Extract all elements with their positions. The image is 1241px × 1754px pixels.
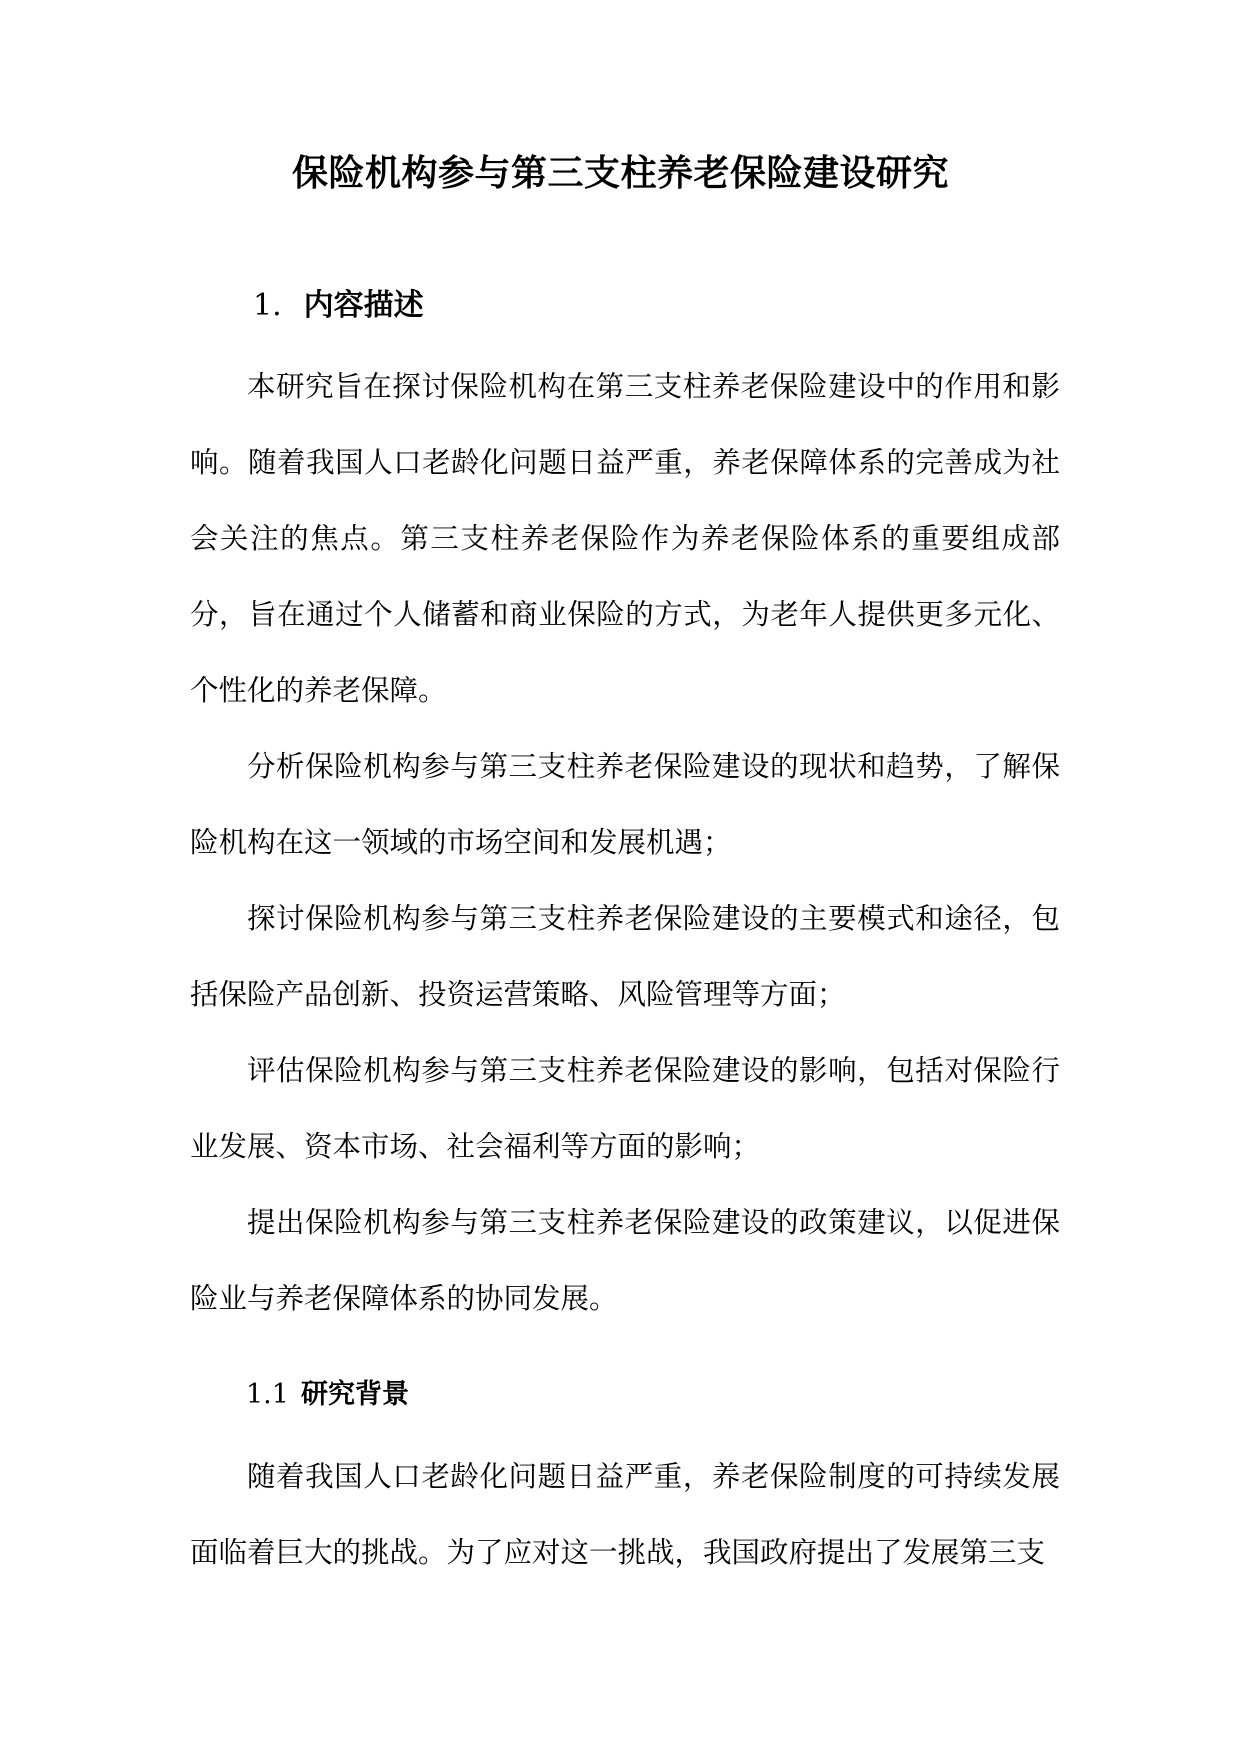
section-heading-1 [253, 284, 424, 328]
subsection-title: 研究背景 [300, 1379, 409, 1410]
subsection-number: 1.1 [246, 1379, 289, 1410]
paragraph-modes: 探讨保险机构参与第三支柱养老保险建设的主要模式和途径，包括保险产品创新、投资运营策略、风险管理等方面； [190, 902, 1060, 1011]
section-heading-1-1 [246, 1375, 409, 1415]
paragraph-intro: 本研究旨在探讨保险机构在第三支柱养老保险建设中的作用和影响。随着我国人口老龄化问题日益严重，养老保障体系的完善成为社会关注的焦点。第三支柱养老保险作为养老保险体系的重要组成部分，旨在通过个人储蓄和商业保险的方式，为老年人提供更多元化、个性化的养老保障。 [190, 370, 1060, 707]
paragraph-impact: 评估保险机构参与第三支柱养老保险建设的影响，包括对保险行业发展、资本市场、社会福利等方面的影响； [190, 1054, 1060, 1163]
paragraph-policy: 提出保险机构参与第三支柱养老保险建设的政策建议，以促进保险业与养老保障体系的协同发展。 [190, 1206, 1060, 1315]
document-title: 保险机构参与第三支柱养老保险建设研究 [291, 153, 949, 194]
paragraph-analysis: 分析保险机构参与第三支柱养老保险建设的现状和趋势，了解保险机构在这一领域的市场空间和发展机遇； [190, 750, 1060, 859]
section-title: 内容描述 [303, 288, 424, 323]
section-number: 1. [253, 288, 282, 323]
paragraph-background: 随着我国人口老龄化问题日益严重，养老保险制度的可持续发展面临着巨大的挑战。为了应对这一挑战，我国政府提出了发展第三支 [190, 1460, 1060, 1569]
